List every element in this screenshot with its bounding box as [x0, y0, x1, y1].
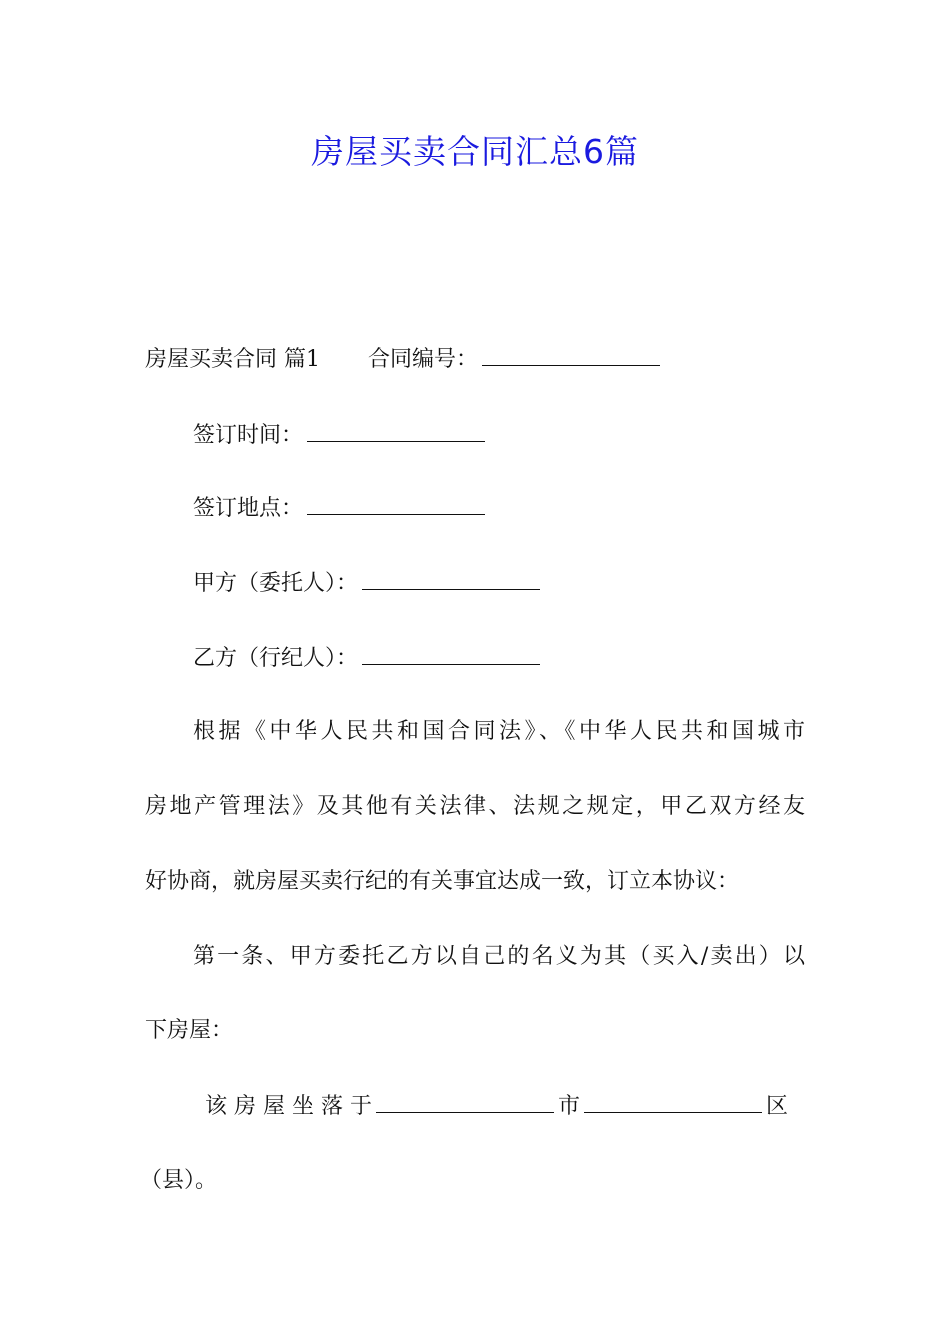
- contract-number-label: 合同编号：: [368, 347, 479, 372]
- para1-line2: 房地产管理法》及其他有关法律、法规之规定，甲乙双方经友: [145, 794, 805, 819]
- article1-line1: 第一条、甲方委托乙方以自己的名义为其（买入/卖出）以: [193, 944, 805, 969]
- sign-time-row: [193, 418, 489, 454]
- party-a-label: 甲方（委托人）：: [193, 571, 359, 596]
- district-blank[interactable]: [584, 1094, 762, 1113]
- party-a-row: [193, 566, 544, 602]
- location-label: 该 房 屋 坐 落 于: [205, 1094, 372, 1119]
- para1-line3: 好协商，就房屋买卖行纪的有关事宜达成一致，订立本协议：: [145, 869, 740, 894]
- contract-header-row: [145, 342, 664, 378]
- document-title: 房屋买卖合同汇总6篇: [311, 132, 639, 171]
- party-b-label: 乙方（行纪人）：: [193, 646, 359, 671]
- sign-time-blank[interactable]: [307, 423, 485, 442]
- sign-time-label: 签订时间：: [193, 423, 304, 448]
- location-row: [205, 1089, 788, 1125]
- para1-line1: 根据《中华人民共和国合同法》、《中华人民共和国城市: [193, 719, 805, 744]
- contract-number-blank[interactable]: [482, 347, 660, 366]
- party-b-blank[interactable]: [362, 646, 540, 665]
- party-a-blank[interactable]: [362, 571, 540, 590]
- district-suffix: 区: [765, 1094, 788, 1119]
- party-b-row: [193, 641, 544, 677]
- sign-place-label: 签订地点：: [193, 496, 304, 521]
- sign-place-row: [193, 491, 489, 527]
- contract-section-label: 房屋买卖合同 篇1: [145, 347, 320, 372]
- article1-line2: 下房屋：: [145, 1018, 234, 1043]
- city-blank[interactable]: [376, 1094, 554, 1113]
- sign-place-blank[interactable]: [307, 496, 485, 515]
- location-line2: （县）。: [140, 1168, 218, 1193]
- city-suffix: 市: [557, 1094, 580, 1119]
